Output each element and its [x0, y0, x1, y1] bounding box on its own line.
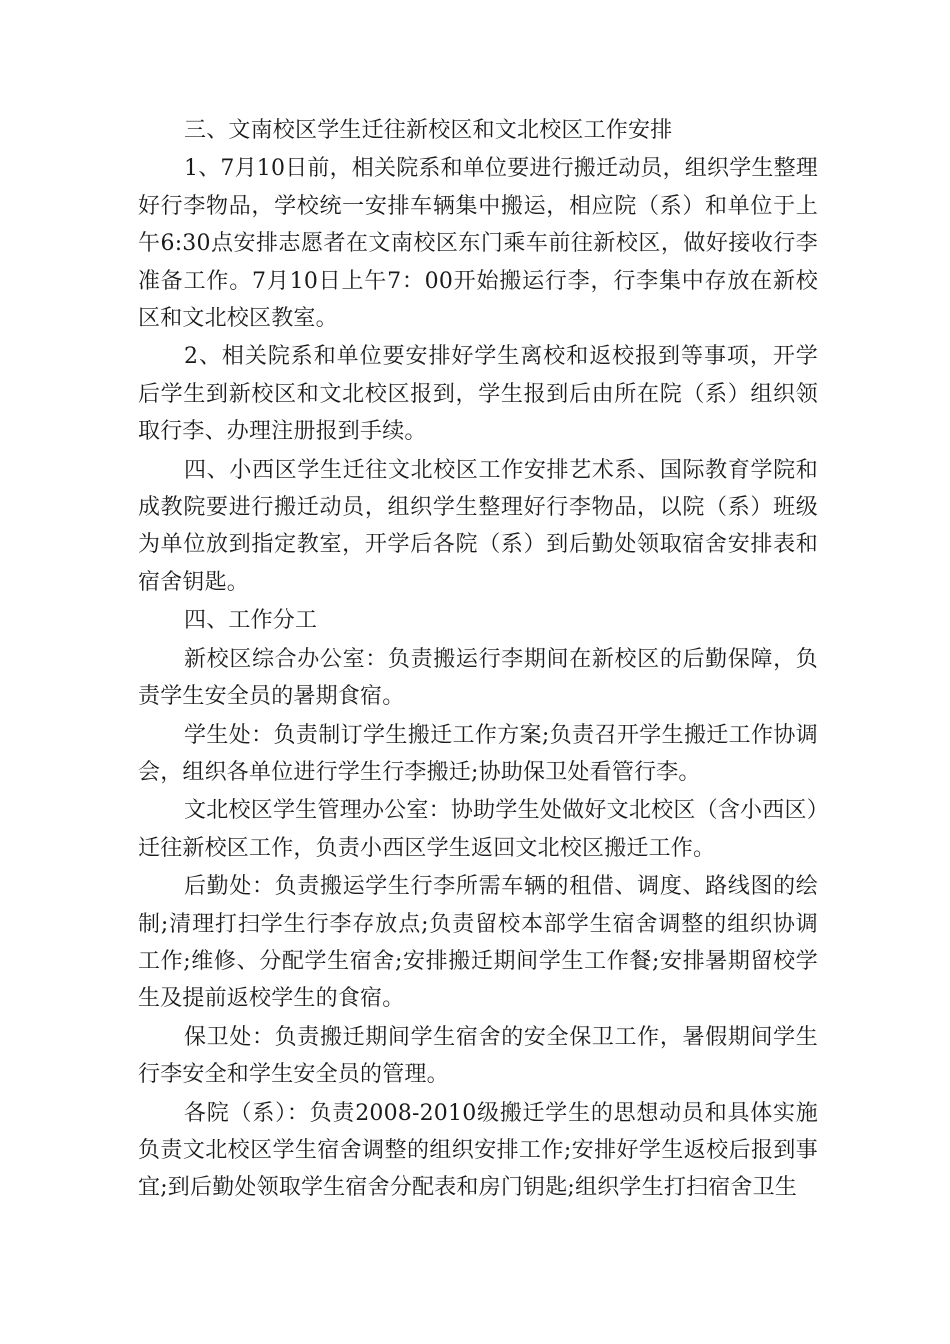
paragraph-item-1: 1、7月10日前，相关院系和单位要进行搬迁动员，组织学生整理好行李物品，学校统一安排车辆集中搬运，相应院（系）和单位于上午6:30点安排志愿者在文南校区东门乘车前往新校区，做好接收行李准备工作。7月10日上午7：00开始搬运行李，行李集中存放在新校区和文北校区教室。: [138, 156, 818, 332]
section-heading-4-division: 四、工作分工: [184, 608, 318, 634]
section-heading-3: 三、文南校区学生迁往新校区和文北校区工作安排: [184, 118, 673, 143]
paragraph-departments: 各院（系）：负责2008-2010级搬迁学生的思想动员和具体实施负责文北校区学生宿舍调整的组织安排工作;安排好学生返校后报到事宜;到后勤处领取学生宿舍分配表和房门钥匙;组织学生打扫宿舍卫生: [138, 1100, 818, 1201]
paragraph-security: 保卫处：负责搬迁期间学生宿舍的安全保卫工作，暑假期间学生行李安全和学生安全员的管理。: [138, 1024, 818, 1088]
paragraph-logistics: 后勤处：负责搬运学生行李所需车辆的租借、调度、路线图的绘制;清理打扫学生行李存放点;负责留校本部学生宿舍调整的组织协调工作;维修、分配学生宿舍;安排搬迁期间学生工作餐;安排暑期留校学生及提前返校学生的食宿。: [138, 874, 818, 1012]
document-body: [138, 112, 818, 1208]
paragraph-wenbei-office: 文北校区学生管理办公室：协助学生处做好文北校区（含小西区）迁往新校区工作，负责小西区学生返回文北校区搬迁工作。: [138, 798, 818, 861]
paragraph-item-2: 2、相关院系和单位要安排好学生离校和返校报到等事项，开学后学生到新校区和文北校区报到，学生报到后由所在院（系）组织领取行李、办理注册报到手续。: [138, 344, 818, 445]
paragraph-student-affairs: 学生处：负责制订学生搬迁工作方案;负责召开学生搬迁工作协调会，组织各单位进行学生行李搬迁;协助保卫处看管行李。: [138, 722, 818, 785]
paragraph-new-campus-office: 新校区综合办公室：负责搬运行李期间在新校区的后勤保障，负责学生安全员的暑期食宿。: [138, 646, 818, 710]
paragraph-section-4-xiaoxi: 四、小西区学生迁往文北校区工作安排艺术系、国际教育学院和成教院要进行搬迁动员，组织学生整理好行李物品，以院（系）班级为单位放到指定教室，开学后各院（系）到后勤处领取宿舍安排表和宿舍钥匙。: [138, 457, 818, 595]
